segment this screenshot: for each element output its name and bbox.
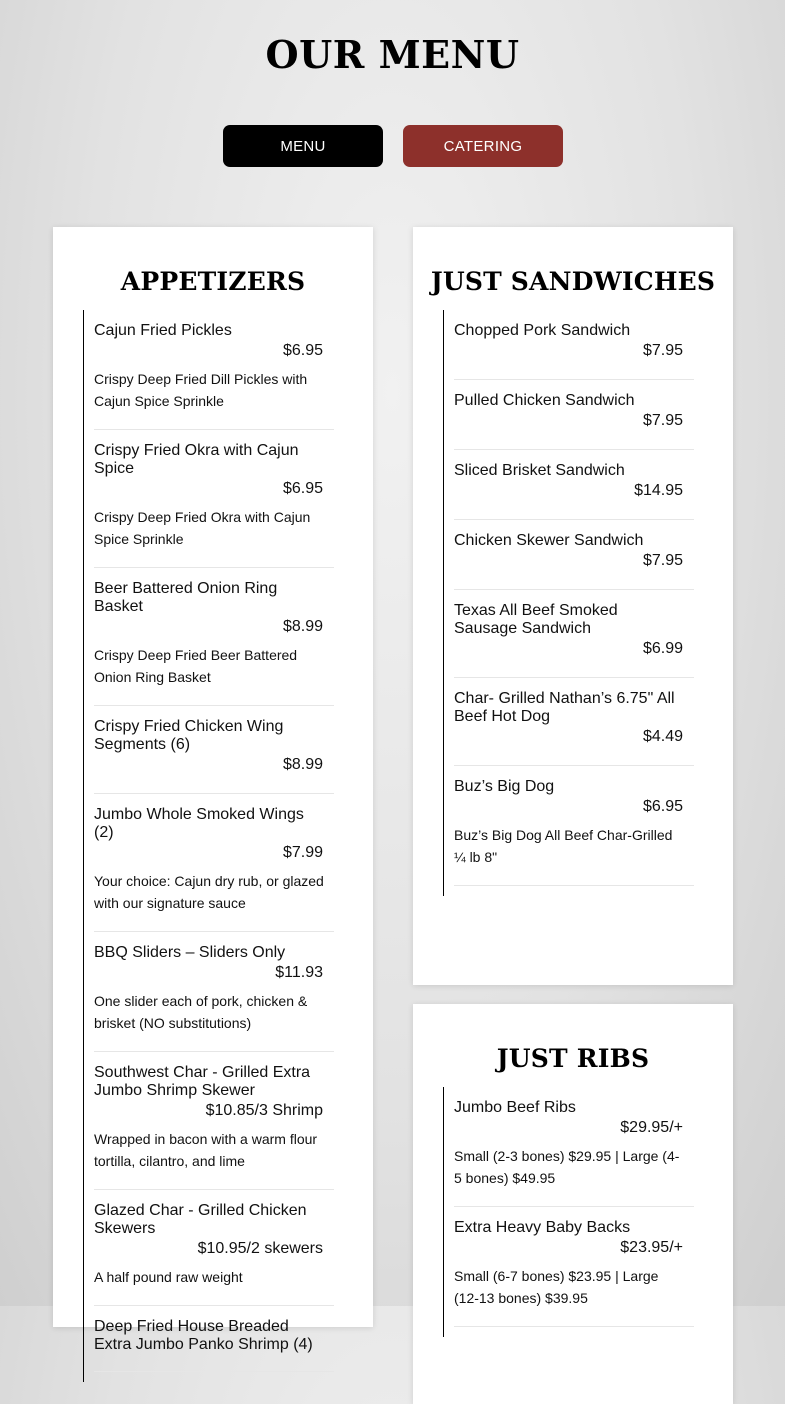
menu-tabs (223, 125, 563, 167)
menu-item-name: Southwest Char - Grilled Extra Jumbo Shrimp Skewer (94, 1064, 311, 1099)
menu-item-name: Deep Fried House Breaded Extra Jumbo Panko Shrimp (4) (94, 1318, 313, 1353)
tab-menu[interactable]: MENU (223, 125, 383, 167)
menu-item-name: Crispy Fried Okra with Cajun Spice (94, 442, 299, 477)
menu-item-name: Chicken Skewer Sandwich (454, 532, 644, 549)
menu-item-description: Small (2-3 bones) $29.95 | Large (4-5 bones) $49.95 (454, 1148, 680, 1186)
menu-item-name: Texas All Beef Smoked Sausage Sandwich (454, 602, 618, 637)
menu-item-price: $10.95/2 skewers (197, 1240, 323, 1257)
menu-item-description: Wrapped in bacon with a warm flour tortilla, cilantro, and lime (94, 1131, 318, 1169)
menu-item-description: Crispy Deep Fried Okra with Cajun Spice Sprinkle (94, 509, 311, 547)
menu-item-description: Crispy Deep Fried Dill Pickles with Cajun Spice Sprinkle (94, 371, 308, 409)
menu-item (454, 1207, 694, 1327)
menu-item-name: Jumbo Beef Ribs (454, 1099, 576, 1116)
menu-item-price: $14.95 (634, 482, 683, 499)
menu-item-price: $8.99 (282, 756, 323, 773)
menu-item-description: Your choice: Cajun dry rub, or glazed with our signature sauce (94, 873, 324, 911)
menu-item-name: Pulled Chicken Sandwich (454, 392, 635, 409)
menu-item-name: Extra Heavy Baby Backs (454, 1219, 631, 1236)
menu-item (454, 1087, 694, 1207)
menu-item (94, 1052, 334, 1190)
menu-item (454, 590, 694, 678)
menu-item-price: $7.95 (642, 342, 683, 359)
menu-item-name: Beer Battered Onion Ring Basket (94, 580, 278, 615)
menu-item-price: $6.95 (282, 480, 323, 497)
menu-item-name: Cajun Fried Pickles (94, 322, 232, 339)
menu-item-price: $10.85/3 Shrimp (205, 1102, 323, 1119)
menu-item-price: $11.93 (275, 964, 323, 981)
section-title-ribs: JUST RIBS (496, 1044, 650, 1073)
menu-item (94, 932, 334, 1052)
menu-item (94, 794, 334, 932)
menu-item-description: Crispy Deep Fried Beer Battered Onion Ring Basket (94, 647, 298, 685)
sandwiches-list (443, 310, 694, 896)
menu-item (94, 1306, 334, 1372)
menu-item (454, 450, 694, 520)
menu-item (454, 380, 694, 450)
menu-item-name: Crispy Fried Chicken Wing Segments (6) (94, 718, 284, 753)
sandwiches-card (413, 227, 733, 985)
menu-item-name: BBQ Sliders – Sliders Only (94, 944, 286, 961)
section-title-appetizers: APPETIZERS (120, 267, 306, 296)
menu-item-name: Glazed Char - Grilled Chicken Skewers (94, 1202, 307, 1237)
tab-catering[interactable]: CATERING (403, 125, 563, 167)
menu-item-description: A half pound raw weight (94, 1269, 243, 1285)
menu-item (94, 568, 334, 706)
menu-item (454, 310, 694, 380)
menu-item-name: Chopped Pork Sandwich (454, 322, 631, 339)
menu-item-price: $7.95 (642, 552, 683, 569)
menu-item-name: Jumbo Whole Smoked Wings (2) (94, 806, 304, 841)
menu-item-price: $7.99 (282, 844, 323, 861)
menu-item-description: Small (6-7 bones) $23.95 | Large (12-13 bones) $39.95 (454, 1268, 659, 1306)
menu-item-price: $8.99 (282, 618, 323, 635)
menu-item-price: $4.49 (642, 728, 683, 745)
menu-item-price: $6.99 (642, 640, 683, 657)
menu-item (454, 520, 694, 590)
menu-item-price: $7.95 (642, 412, 683, 429)
menu-item-name: Sliced Brisket Sandwich (454, 462, 625, 479)
menu-item-name: Buz’s Big Dog (454, 778, 555, 795)
menu-item-price: $6.95 (642, 798, 683, 815)
appetizers-card (53, 227, 373, 1353)
menu-item (94, 706, 334, 794)
ribs-list (443, 1087, 694, 1337)
menu-item-description: One slider each of pork, chicken & brisket (NO substitutions) (94, 993, 308, 1031)
menu-item-description: Buz’s Big Dog All Beef Char-Grilled ¼ lb 8" (454, 827, 673, 865)
menu-item (454, 766, 694, 886)
menu-item (94, 430, 334, 568)
section-title-sandwiches: JUST SANDWICHES (430, 267, 716, 296)
menu-item (94, 1190, 334, 1306)
menu-item (94, 310, 334, 430)
menu-item-price: $6.95 (282, 342, 323, 359)
ribs-card (413, 1004, 733, 1404)
menu-item-price: $29.95/+ (620, 1119, 683, 1136)
menu-item (454, 678, 694, 766)
menu-item-name: Char- Grilled Nathan’s 6.75" All Beef Hot Dog (454, 690, 675, 725)
page-title: OUR MENU (265, 32, 520, 77)
appetizers-list (83, 310, 334, 1382)
menu-item-price: $23.95/+ (620, 1239, 683, 1256)
